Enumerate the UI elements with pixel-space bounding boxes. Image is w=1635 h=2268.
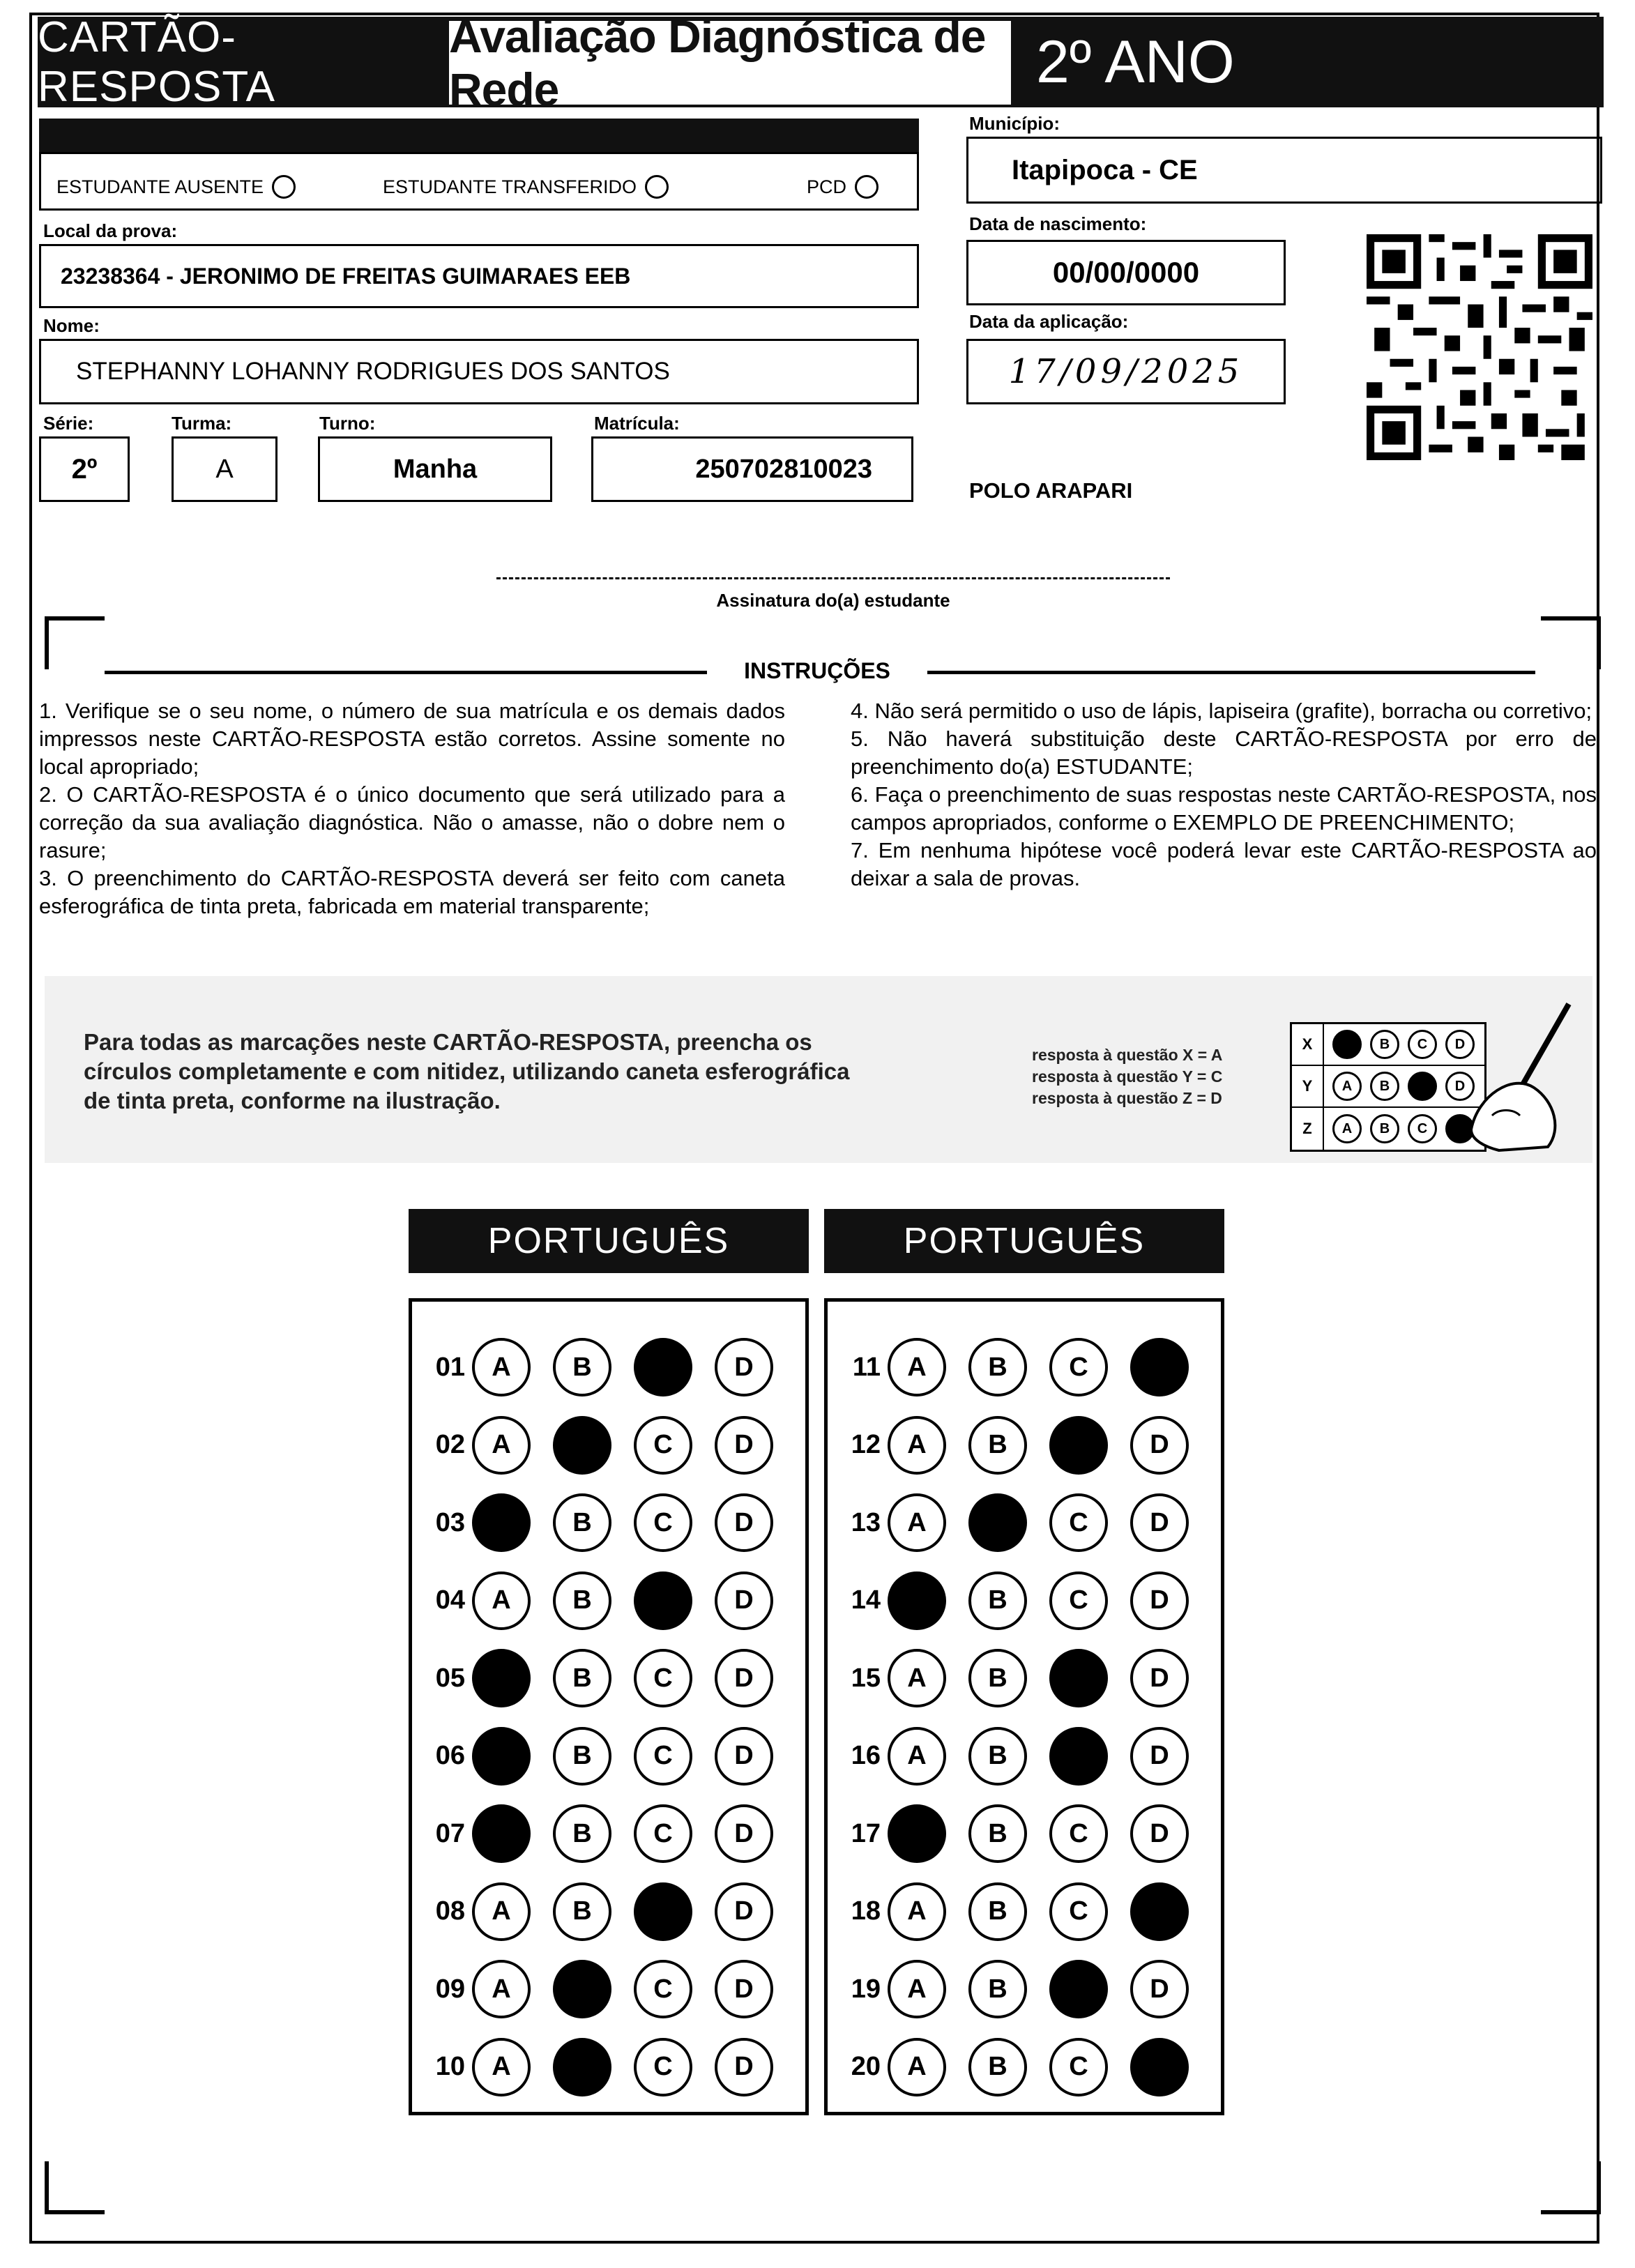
answer-bubble-a[interactable]: A: [888, 1727, 946, 1786]
example-row-label: X: [1292, 1023, 1324, 1065]
answer-bubble-a[interactable]: A: [888, 1882, 946, 1941]
assessment-title: Avaliação Diagnóstica de Rede: [449, 21, 1011, 105]
status-absent-label: ESTUDANTE AUSENTE: [56, 176, 264, 197]
corner-bottom-right: [1541, 2161, 1601, 2214]
answer-box: [409, 1298, 809, 2115]
status-pcd-label: PCD: [807, 176, 847, 197]
answer-bubble-a[interactable]: [472, 1727, 531, 1786]
answer-bubble-c[interactable]: C: [634, 1727, 692, 1786]
signature-label: Assinatura do(a) estudante: [716, 590, 950, 611]
turno-field: [318, 436, 552, 502]
turno-value: Manha: [393, 454, 478, 484]
answer-bubble-a[interactable]: [472, 1804, 531, 1863]
turma-field: [172, 436, 277, 502]
question-number: 10: [435, 2052, 465, 2081]
serie-value: 2º: [71, 453, 98, 485]
example-bubble: [1332, 1030, 1362, 1059]
local-value: 23238364 - JERONIMO DE FREITAS GUIMARAES EEB: [61, 263, 631, 289]
question-row: [412, 1338, 796, 1396]
status-absent-circle[interactable]: [272, 175, 296, 199]
answer-bubble-c[interactable]: [634, 1882, 692, 1941]
status-transferred-circle[interactable]: [645, 175, 669, 199]
question-row: [412, 1804, 796, 1863]
answer-bubble-c[interactable]: [1049, 1960, 1108, 2018]
example-bubble: D: [1445, 1030, 1475, 1059]
question-number: 02: [435, 1430, 465, 1459]
matricula-label: Matrícula:: [594, 413, 680, 434]
answer-bubble-b[interactable]: B: [968, 2038, 1027, 2096]
answer-bubble-b[interactable]: B: [968, 1960, 1027, 2018]
question-row: [828, 1649, 1211, 1707]
example-bubble: D: [1445, 1072, 1475, 1101]
question-row: [412, 1960, 796, 2018]
turma-label: Turma:: [172, 413, 232, 434]
answer-bubble-a[interactable]: A: [472, 1338, 531, 1396]
answer-bubble-b[interactable]: B: [553, 1493, 611, 1552]
question-row: [412, 2038, 796, 2096]
instruction-item: 3. O preenchimento do CARTÃO-RESPOSTA deverá ser feito com caneta esferográfica de tinta preta, fabricada em material transparente;: [39, 866, 785, 918]
legend-line: resposta à questão Y = C: [1032, 1067, 1223, 1086]
pen-hand-icon: [1429, 997, 1583, 1157]
answer-bubble-d[interactable]: D: [1130, 1571, 1189, 1630]
instruction-item: 4. Não será permitido o uso de lápis, lapiseira (grafite), borracha ou corretivo;: [851, 699, 1592, 723]
answer-bubble-a[interactable]: [888, 1804, 946, 1863]
answer-bubble-b[interactable]: B: [553, 1571, 611, 1630]
answer-bubble-b[interactable]: B: [968, 1416, 1027, 1475]
question-number: 05: [435, 1663, 465, 1693]
filling-example-text: Para todas as marcações neste CARTÃO-RESPOSTA, preencha os círculos completamente e com nitidez, utilizando caneta esferográfica de tinta preta, conforme na ilustração.: [84, 1029, 850, 1113]
status-absent[interactable]: [56, 175, 296, 199]
instructions-right-column: [851, 697, 1597, 892]
status-box: [39, 152, 919, 211]
answer-bubble-c[interactable]: [634, 1338, 692, 1396]
answer-bubble-c[interactable]: C: [1049, 1338, 1108, 1396]
corner-top-left: [45, 616, 105, 669]
answer-bubble-d[interactable]: [1130, 2038, 1189, 2096]
answer-bubble-c[interactable]: C: [1049, 2038, 1108, 2096]
answer-bubble-c[interactable]: C: [634, 1804, 692, 1863]
matricula-value: 250702810023: [695, 454, 872, 484]
example-bubble: C: [1408, 1030, 1437, 1059]
grade-label: 2º ANO: [1011, 17, 1604, 107]
question-number: 09: [435, 1974, 465, 2004]
nascimento-field: [966, 240, 1286, 305]
question-number: 07: [435, 1818, 465, 1848]
answer-bubble-a[interactable]: A: [888, 1493, 946, 1552]
question-number: 11: [852, 1352, 881, 1382]
answer-bubble-b[interactable]: [553, 1960, 611, 2018]
answer-bubble-a[interactable]: A: [472, 1571, 531, 1630]
answer-bubble-d[interactable]: D: [1130, 1649, 1189, 1707]
status-pcd[interactable]: [807, 175, 879, 199]
answer-bubble-c[interactable]: C: [634, 1493, 692, 1552]
name-field: [39, 339, 919, 404]
question-number: 19: [851, 1974, 881, 2004]
answer-bubble-a[interactable]: A: [472, 1960, 531, 2018]
question-row: [412, 1882, 796, 1941]
question-number: 12: [851, 1430, 881, 1459]
question-number: 06: [435, 1741, 465, 1770]
answer-bubble-d[interactable]: D: [1130, 1804, 1189, 1863]
answer-bubble-a[interactable]: [472, 1493, 531, 1552]
answer-bubble-d[interactable]: D: [1130, 1960, 1189, 2018]
instruction-item: 6. Faça o preenchimento de suas respostas neste CARTÃO-RESPOSTA, nos campos apropriados, conforme o EXEMPLO DE PREENCHIMENTO;: [851, 782, 1597, 835]
question-row: [412, 1493, 796, 1552]
question-row: [828, 1882, 1211, 1941]
aplicacao-value-handwritten: 17/09/2025: [1008, 352, 1244, 391]
instruction-item: 5. Não haverá substituição deste CARTÃO-RESPOSTA por erro de preenchimento do(a) ESTUDANTE;: [851, 726, 1597, 779]
answer-bubble-a[interactable]: A: [888, 1338, 946, 1396]
answer-bubble-a[interactable]: A: [472, 1882, 531, 1941]
nascimento-value: 00/00/0000: [1052, 256, 1200, 289]
question-row: [412, 1727, 796, 1786]
instruction-item: 1. Verifique se o seu nome, o número de sua matrícula e os demais dados impressos neste CARTÃO-RESPOSTA estão corretos. Assine somente no local apropriado;: [39, 699, 785, 779]
answer-bubble-b[interactable]: B: [968, 1571, 1027, 1630]
answer-bubble-d[interactable]: D: [715, 1804, 773, 1863]
answer-bubble-c[interactable]: C: [634, 1960, 692, 2018]
answer-bubble-d[interactable]: [1130, 1338, 1189, 1396]
answer-bubble-b[interactable]: B: [968, 1649, 1027, 1707]
answer-bubble-c[interactable]: C: [634, 1416, 692, 1475]
question-row: [828, 1571, 1211, 1630]
turno-label: Turno:: [319, 413, 376, 434]
example-bubble: A: [1332, 1114, 1362, 1143]
answer-bubble-d[interactable]: D: [715, 2038, 773, 2096]
status-pcd-circle[interactable]: [855, 175, 879, 199]
nascimento-label: Data de nascimento:: [969, 213, 1147, 234]
section-title: PORTUGUÊS: [824, 1209, 1224, 1273]
example-bubble: B: [1370, 1030, 1399, 1059]
instructions-rule-left: [105, 671, 707, 674]
question-row: [412, 1416, 796, 1475]
answer-bubble-b[interactable]: B: [553, 1649, 611, 1707]
question-row: [828, 1416, 1211, 1475]
name-label: Nome:: [43, 315, 100, 336]
question-number: 01: [435, 1352, 465, 1382]
instructions-title: INSTRUÇÕES: [744, 658, 890, 683]
answer-bubble-b[interactable]: B: [968, 1338, 1027, 1396]
answer-bubble-b[interactable]: B: [553, 1727, 611, 1786]
answer-bubble-b[interactable]: B: [553, 1882, 611, 1941]
aplicacao-label: Data da aplicação:: [969, 311, 1129, 332]
answer-bubble-a[interactable]: A: [472, 2038, 531, 2096]
status-header-bar: [39, 119, 919, 153]
answer-bubble-b[interactable]: [553, 1416, 611, 1475]
instruction-item: 2. O CARTÃO-RESPOSTA é o único documento que será utilizado para a correção da sua avaliação diagnóstica. Não o amasse, não o dobre nem o rasure;: [39, 782, 785, 862]
question-number: 18: [851, 1896, 881, 1926]
instruction-item: 7. Em nenhuma hipótese você poderá levar este CARTÃO-RESPOSTA ao deixar a sala de provas.: [851, 838, 1597, 890]
answer-bubble-b[interactable]: B: [968, 1804, 1027, 1863]
legend-line: resposta à questão Z = D: [1032, 1089, 1222, 1107]
example-bubble: B: [1370, 1114, 1399, 1143]
question-row: [828, 2038, 1211, 2096]
answer-bubble-d[interactable]: D: [715, 1493, 773, 1552]
answer-bubble-d[interactable]: D: [715, 1882, 773, 1941]
serie-label: Série:: [43, 413, 94, 434]
answer-bubble-d[interactable]: D: [1130, 1416, 1189, 1475]
answer-bubble-d[interactable]: D: [715, 1960, 773, 2018]
aplicacao-field[interactable]: [966, 339, 1286, 404]
example-bubble: C: [1408, 1114, 1437, 1143]
answer-bubble-d[interactable]: D: [715, 1338, 773, 1396]
answer-bubble-c[interactable]: [1049, 1727, 1108, 1786]
corner-top-right: [1541, 616, 1601, 669]
answer-box: [824, 1298, 1224, 2115]
answer-bubble-a[interactable]: A: [888, 2038, 946, 2096]
question-row: [828, 1727, 1211, 1786]
serie-field: [39, 436, 130, 502]
qr-code: [1367, 234, 1592, 460]
question-number: 17: [851, 1818, 881, 1848]
answer-bubble-d[interactable]: D: [1130, 1493, 1189, 1552]
question-row: [828, 1804, 1211, 1863]
answer-bubble-a[interactable]: [888, 1571, 946, 1630]
question-number: 20: [851, 2052, 881, 2081]
answer-bubble-a[interactable]: [472, 1649, 531, 1707]
matricula-field: [591, 436, 913, 502]
instructions-rule-right: [927, 671, 1535, 674]
question-row: [828, 1960, 1211, 2018]
question-row: [412, 1571, 796, 1630]
answer-bubble-d[interactable]: D: [715, 1649, 773, 1707]
question-number: 14: [851, 1585, 881, 1615]
answer-bubble-b[interactable]: [553, 2038, 611, 2096]
answer-bubble-c[interactable]: [634, 1571, 692, 1630]
answer-bubble-c[interactable]: C: [634, 2038, 692, 2096]
answer-bubble-c[interactable]: [1049, 1649, 1108, 1707]
card-title: CARTÃO-RESPOSTA: [38, 17, 449, 107]
example-row-label: Y: [1292, 1065, 1324, 1107]
status-transferred-label: ESTUDANTE TRANSFERIDO: [383, 176, 637, 197]
legend-line: resposta à questão X = A: [1032, 1046, 1223, 1064]
turma-value: A: [215, 454, 234, 484]
answer-bubble-c[interactable]: C: [1049, 1493, 1108, 1552]
answer-bubble-b[interactable]: [968, 1493, 1027, 1552]
local-field: [39, 244, 919, 308]
instructions-left-column: [39, 697, 785, 920]
answer-bubble-a[interactable]: A: [888, 1649, 946, 1707]
answer-bubble-d[interactable]: D: [715, 1416, 773, 1475]
municipio-field: [966, 137, 1602, 204]
question-row: [828, 1493, 1211, 1552]
polo-label: POLO ARAPARI: [969, 478, 1133, 503]
question-number: 03: [435, 1507, 465, 1537]
answer-bubble-b[interactable]: B: [968, 1882, 1027, 1941]
question-number: 04: [435, 1585, 465, 1615]
answer-bubble-d[interactable]: D: [715, 1571, 773, 1630]
question-number: 15: [851, 1663, 881, 1693]
answer-bubble-d[interactable]: D: [715, 1727, 773, 1786]
answer-bubble-b[interactable]: B: [968, 1727, 1027, 1786]
filling-example-legend: [1032, 1044, 1283, 1109]
answer-bubble-c[interactable]: C: [1049, 1804, 1108, 1863]
answer-bubble-d[interactable]: [1130, 1882, 1189, 1941]
question-number: 13: [851, 1507, 881, 1537]
question-row: [828, 1338, 1211, 1396]
municipio-value: Itapipoca - CE: [1012, 154, 1198, 185]
answer-bubble-c[interactable]: C: [634, 1649, 692, 1707]
example-bubble: A: [1332, 1072, 1362, 1101]
answer-bubble-a[interactable]: A: [888, 1960, 946, 2018]
municipio-label: Município:: [969, 113, 1060, 134]
answer-bubble-c[interactable]: C: [1049, 1882, 1108, 1941]
answer-bubble-b[interactable]: B: [553, 1338, 611, 1396]
signature-line[interactable]: [496, 577, 1170, 579]
example-row-label: Z: [1292, 1108, 1324, 1150]
question-number: 08: [435, 1896, 465, 1926]
answer-bubble-c[interactable]: [1049, 1416, 1108, 1475]
corner-bottom-left: [45, 2161, 105, 2214]
question-number: 16: [851, 1741, 881, 1770]
question-row: [412, 1649, 796, 1707]
answer-bubble-a[interactable]: A: [472, 1416, 531, 1475]
local-label: Local da prova:: [43, 220, 178, 241]
section-title: PORTUGUÊS: [409, 1209, 809, 1273]
answer-bubble-a[interactable]: A: [888, 1416, 946, 1475]
name-value: STEPHANNY LOHANNY RODRIGUES DOS SANTOS: [76, 358, 670, 385]
status-transferred[interactable]: [383, 175, 669, 199]
answer-bubble-b[interactable]: B: [553, 1804, 611, 1863]
answer-bubble-c[interactable]: C: [1049, 1571, 1108, 1630]
answer-bubble-d[interactable]: D: [1130, 1727, 1189, 1786]
example-bubble: B: [1370, 1072, 1399, 1101]
